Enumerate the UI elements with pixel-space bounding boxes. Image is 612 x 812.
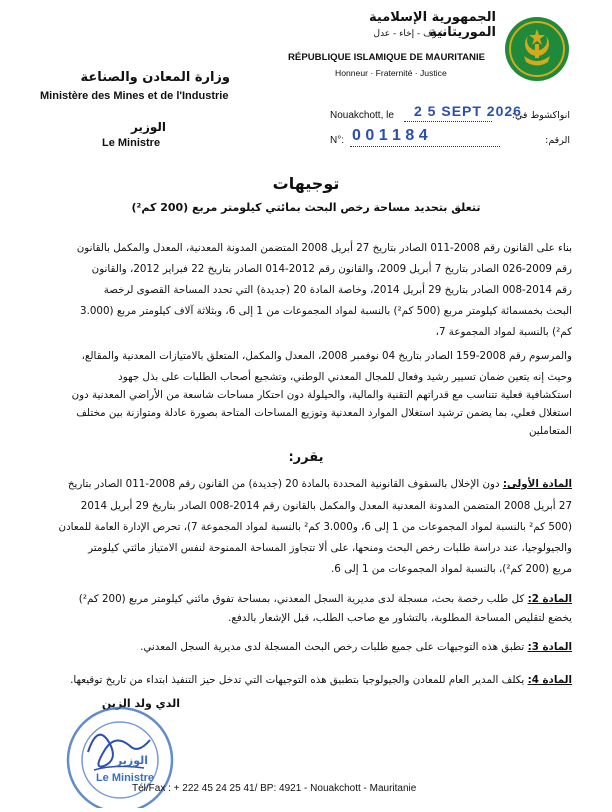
article-2-label: المادة 2: <box>527 593 572 605</box>
motto-ar: شرف - إخاء - عدل <box>373 29 445 39</box>
reference-number: 0 0 1 1 8 4 <box>352 127 428 144</box>
minister-title-fr: Le Ministre <box>102 137 161 149</box>
republic-name-ar: الجمهورية الإسلامية الموريتانية <box>369 10 496 40</box>
number-dotted-line <box>350 146 500 147</box>
article-1-line: المادة الأولى: دون الإخلال بالسقوف القانونية المحددة بالمادة 20 (جديدة) من القانون رقم 2008-011 الصادر بتاريخ <box>67 478 572 490</box>
signatory-name: الدي ولد الزين <box>101 697 180 710</box>
article-3-label: المادة 3: <box>527 641 572 653</box>
preamble-line: استكشافية فعلية تتناسب مع قدراتهم التقنية والمالية، والحيلولة دون احتكار مساحات شاسعة من الأراضي المعدنية دون <box>71 389 572 401</box>
preamble-line: استغلال فعلي، بما يضمن ترشيد استغلال الموارد المعدنية وتوزيع المساحات المتاحة بصورة عادلة ومتوازنة بين مختلف <box>76 407 572 419</box>
place-label-ar: انواكشوط في: <box>511 110 570 121</box>
article-4-line: المادة 4: يكلف المدير العام للمعادن والجيولوجيا بتطبيق هذه التوجيهات التي تدخل حيز التنفيذ ابتداء من تاريخ توقيعها. <box>70 674 572 686</box>
preamble-line: كم²) بالنسبة لمواد المجموعة 7، <box>435 326 572 338</box>
national-emblem-logo <box>504 16 570 82</box>
preamble-line: رقم 2014-008 الصادر بتاريخ 29 أبريل 2014، وخاصة المادة 20 (جديدة) التي تحدد المساحة القصوى لرخصة <box>103 284 572 296</box>
document-subtitle: تتعلق بتحديد مساحة رخص البحث بمائتي كيلومتر مربع (200 كم²) <box>131 201 481 214</box>
stamp-minister-ar: الوزير <box>115 754 148 767</box>
number-label-fr: N°: <box>330 135 344 146</box>
decides-heading: يقرر: <box>288 450 324 465</box>
preamble-line: وحيث إنه يتعين ضمان تسيير رشيد وفعال للمجال المعدني الوطني، وتشجيع أصحاب الطلبات على بذل جهود <box>118 371 572 383</box>
preamble-line: المتعاملين <box>528 425 572 437</box>
place-label-fr: Nouakchott, le <box>330 110 394 121</box>
article-1-line: مربع (200 كم²)، بالنسبة لمواد المجموعات من 1 إلى 6. <box>330 563 572 575</box>
preamble-line: البحث بخمسمائة كيلومتر مربع (500 كم²) بالنسبة لمواد المجموعات من 1 إلى 6، وبثلاثة آلاف كيلومتر مربع (3.000 <box>80 305 572 317</box>
article-2-line: المادة 2: كل طلب رخصة بحث، مسجلة لدى مديرية السجل المعدني، بمساحة تفوق مائتي كيلومتر مربع (200 كم²) <box>78 593 572 605</box>
footer-contact: Tél/Fax : + 222 45 24 25 41/ BP: 4921 - Nouakchott - Mauritanie <box>132 783 417 794</box>
article-2-line: يخضع لتقليص المساحة المطلوبة، بالتشاور مع صاحب الطلب، قبل الإشعار بالدفع. <box>228 612 572 624</box>
preamble-line: بناء على القانون رقم 2008-011 الصادر بتاريخ 27 أبريل 2008 المتضمن المدونة المعدنية، المعدل والمكمل بالقانون <box>76 242 572 254</box>
document-title: توجيهات <box>272 174 340 193</box>
article-1-line: 27 أبريل 2008 المتضمن المدونة المعدنية المعدل والمكمل بالقانون رقم 2014-008 الصادر بتاريخ 29 أبريل 2014 <box>80 500 572 512</box>
date-stamp: 2 5 SEPT 2026 <box>414 103 522 119</box>
article-4-label: المادة 4: <box>527 674 572 686</box>
article-1-line: والجيولوجيا، عند دراسة طلبات رخص البحث ومنحها، على ألا تتجاوز المساحة الممنوحة لنفس الامتياز مائتي كيلومتر <box>88 542 572 554</box>
preamble-line: رقم 2009-026 الصادر بتاريخ 7 أبريل 2009، والقانون رقم 2012-014 الصادر بتاريخ 22 فبراير 2012، والقانون <box>91 263 572 275</box>
date-dotted-line <box>404 121 492 122</box>
article-3-line: المادة 3: تطبق هذه التوجيهات على جميع طلبات رخص البحث المسجلة لدى مديرية السجل المعدني. <box>140 641 572 653</box>
preamble-line: والمرسوم رقم 2008-159 الصادر بتاريخ 04 نوفمبر 2008، المعدل والمكمل، المتعلق بالامتيازات المعدنية والمقالع، <box>81 350 572 362</box>
motto-fr: Honneur · Fraternité · Justice <box>335 68 447 78</box>
stamp-minister-fr: Le Ministre <box>95 772 155 784</box>
republic-name-fr: RÉPUBLIQUE ISLAMIQUE DE MAURITANIE <box>288 52 486 63</box>
minister-title-ar: الوزير <box>130 120 166 134</box>
article-1-line: (500 كم² بالنسبة لمواد المجموعات من 1 إلى 6، و3.000 كم² بالنسبة لمواد المجموعة 7)، تحرص الإدارة العامة للمعادن <box>58 521 572 533</box>
number-label-ar: الرقم: <box>545 135 570 146</box>
ministry-name-ar: وزارة المعادن والصناعة <box>80 70 230 85</box>
ministry-name-fr: Ministère des Mines et de l'Industrie <box>40 90 229 102</box>
article-1-label: المادة الأولى: <box>502 478 572 490</box>
